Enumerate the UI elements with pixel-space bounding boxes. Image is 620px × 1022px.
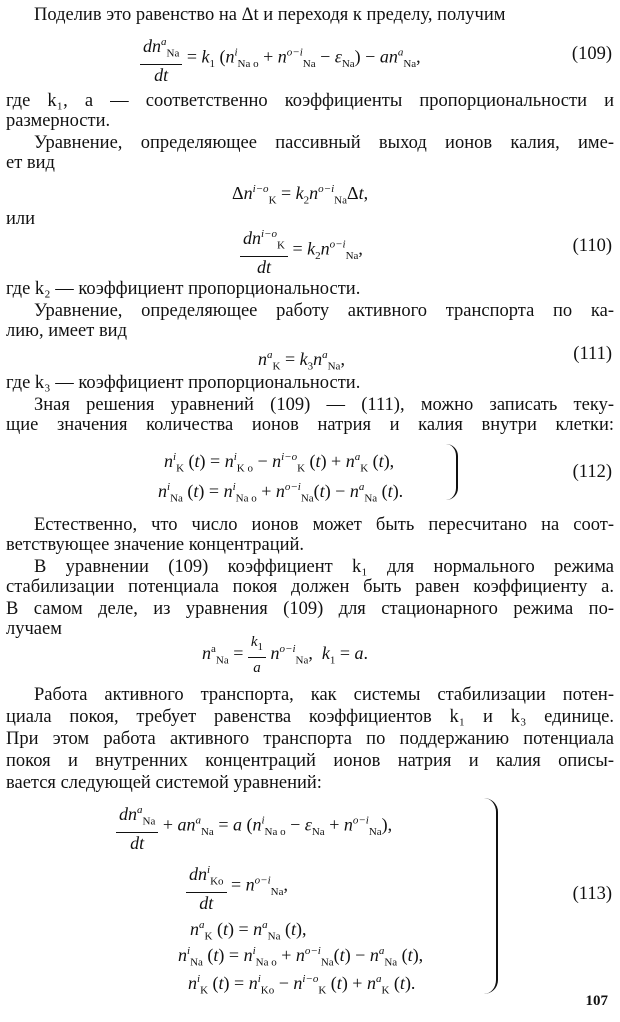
equation-112-line2: $n^i_{Na}$ $(t) = n^i_{Na o} + n^{o-i}_{Na}(t) - n^a_{Na}$ (t).: [158, 481, 404, 505]
paragraph-line: Уравнение, определяющее работу активного транспорта по ка-: [34, 301, 614, 321]
equation-k1-equals-a: $n^a_{Na}$ = $\frac{k_1}{a}$ $n^{o-i}_{Na}$, $k_1 = a$.: [202, 634, 369, 676]
equation-number: (109): [571, 44, 612, 64]
equation-111: $n^a_K = k_3n^a_{Na}$,: [258, 349, 345, 373]
equation-number: (112): [572, 462, 612, 482]
equation-113-line4: $n^i_{Na}$ $(t) = n^i_{Na o} + n^{o-i}_{Na}(t) - n^a_{Na}$ (t),: [178, 945, 424, 969]
equation-113-line1: $\frac{dn^a_{Na}}{dt}$ + $an^a_{Na} = a$ $(n^i_{Na o} - \varepsilon_{Na} + n^{o-i}_{Na})$,: [116, 800, 392, 853]
paragraph-line: ет вид: [6, 153, 55, 173]
equation-number: (113): [572, 884, 612, 904]
paragraph-line: лию, имеет вид: [6, 321, 127, 341]
paragraph-line: ветствующее значение концентраций.: [6, 535, 305, 555]
paragraph-line: или: [6, 209, 36, 229]
paragraph-line: размерности.: [6, 111, 111, 131]
paragraph-line: лучаем: [6, 619, 62, 639]
paragraph-line: щие значения количества ионов натрия и калия внутри клетки:: [6, 415, 614, 435]
equation-113-line3: $n^a_K$ $(t) = n^a_{Na}$ (t),: [190, 919, 307, 943]
paragraph-line: где k₂ — коэффициент пропорциональности.: [6, 279, 361, 299]
equation-brace: [446, 444, 458, 500]
equation-109-render: $\frac{dn^a_{Na}}{dt}$ = $k_1$ $(n^i_{Na o} + n^{o-i}_{Na} - \varepsilon_{Na}) - an^a_{Na}$,: [140, 32, 421, 85]
equation-number: (110): [572, 236, 612, 256]
paragraph-line: покоя и внутренних концентраций ионов натрия и калия описы-: [6, 751, 614, 771]
equation-113-line5: $n^i_K$ $(t) = n^i_{Ko} - n^{i-o}_K$ $(t) + n^a_K$ (t).: [188, 973, 416, 997]
equation-112-line1: $n^i_K$ $(t) = n^i_{K o} - n^{i-o}_K$ $(t) + n^a_K$ (t),: [164, 451, 395, 475]
equation-number: (111): [573, 344, 612, 364]
paragraph-line: Естественно, что число ионов может быть пересчитано на соот-: [34, 515, 614, 535]
paragraph-line: В уравнении (109) коэффициент k₁ для нормального режима: [34, 557, 614, 577]
page-number: 107: [585, 993, 608, 1009]
paragraph-line: вается следующей системой уравнений:: [6, 773, 322, 793]
paragraph-line: Поделив это равенство на Δt и переходя к пределу, получим: [34, 5, 506, 25]
paragraph-line: Зная решения уравнений (109) — (111), можно записать теку-: [34, 395, 614, 415]
paragraph-line: где k₃ — коэффициент пропорциональности.: [6, 373, 361, 393]
equation-delta-nk: $\Delta n^{i-o}_K = k_2n^{o-i}_{Na}\Delta t$,: [232, 183, 369, 207]
equation-110: $\frac{dn^{i-o}_K}{dt}$ = $k_2n^{o-i}_{Na}$,: [240, 224, 363, 277]
paragraph-line: где k₁, a — соответственно коэффициенты пропорциональности и: [6, 91, 614, 111]
paragraph-line: циала покоя, требует равенства коэффициентов k₁ и k₃ единице.: [6, 707, 614, 727]
equation-113-line2: $\frac{dn^i_{Ko}}{dt}$ = $n^{o-i}_{Na}$,: [186, 860, 288, 913]
paragraph-line: Уравнение, определяющее пассивный выход ионов калия, име-: [34, 133, 614, 153]
paragraph-line: Работа активного транспорта, как системы стабилизации потен-: [34, 685, 614, 705]
paragraph-line: В самом деле, из уравнения (109) для стационарного режима по-: [6, 599, 614, 619]
equation-brace: [484, 798, 498, 994]
paragraph-line: стабилизации потенциала покоя должен быть равен коэффициенту a.: [6, 577, 614, 597]
paragraph-line: При этом работа активного транспорта по поддержанию потенциала: [6, 729, 614, 749]
